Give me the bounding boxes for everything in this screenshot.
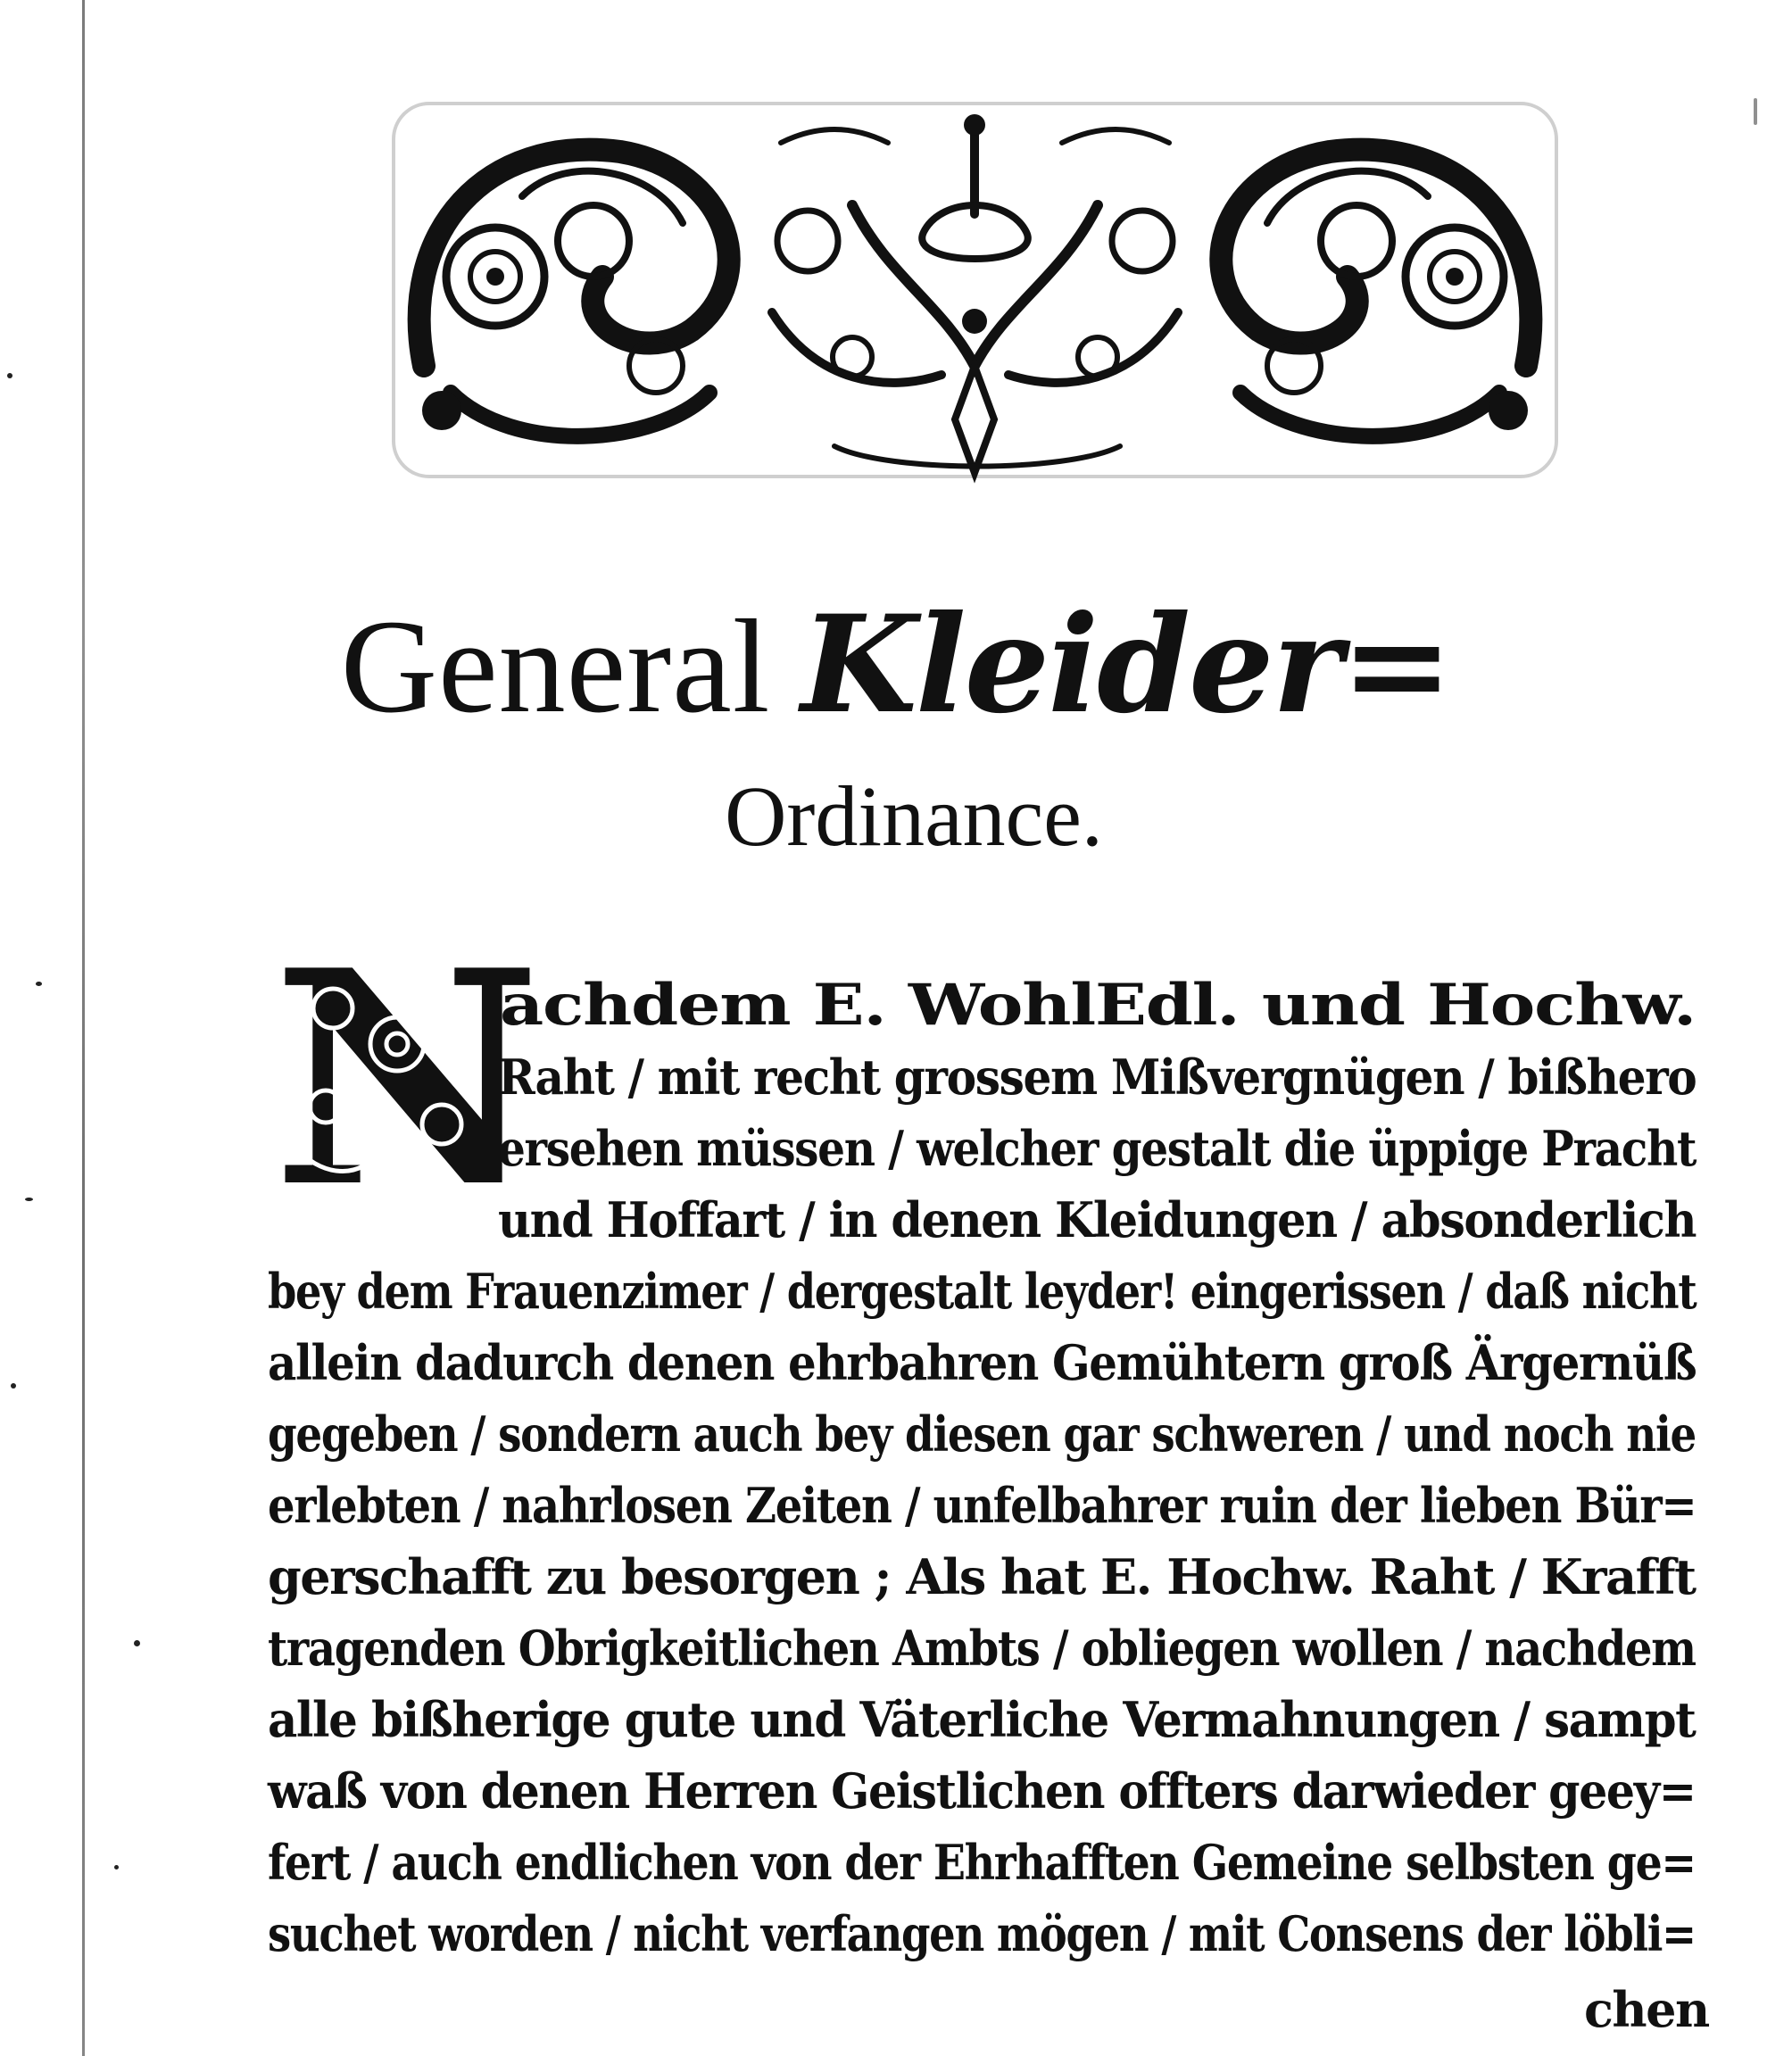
catchword: chen bbox=[1584, 1981, 1709, 2038]
baroque-headpiece-ornament-icon bbox=[388, 98, 1562, 482]
body-line-14: suchet worden / nicht verfangen mögen / mit Consens der löbli= bbox=[268, 1905, 1696, 1962]
decorated-initial-n-icon bbox=[263, 906, 542, 1252]
title-roman-word: General bbox=[340, 593, 771, 741]
svg-text:N: N bbox=[272, 906, 542, 1252]
body-line-10: tragenden Obrigkeitlichen Ambts / obliegen wollen / nachdem bbox=[268, 1620, 1696, 1677]
body-line-7: gegeben / sondern auch bey diesen gar schweren / und noch nie bbox=[268, 1405, 1696, 1463]
body-line-6: allein dadurch denen ehrbahren Gemühtern groß Ärgernüß bbox=[268, 1334, 1697, 1391]
body-line-2: Raht / mit recht grossem Mißvergnügen / bißhero bbox=[498, 1049, 1697, 1106]
scan-speck bbox=[7, 373, 12, 378]
scan-speck bbox=[1754, 98, 1757, 125]
body-line-9: gerschafft zu besorgen ; Als hat E. Hochw. Raht / Krafft bbox=[268, 1548, 1696, 1605]
scan-speck bbox=[36, 982, 42, 986]
body-line-5: bey dem Frauenzimer / dergestalt leyder! eingerissen / daß nicht bbox=[268, 1263, 1697, 1320]
body-line-3: ersehen müssen / welcher gestalt die üppige Pracht bbox=[498, 1120, 1697, 1177]
body-line-12: waß von denen Herren Geistlichen offters darwieder geey= bbox=[268, 1762, 1696, 1820]
title-blackletter-word: Kleider= bbox=[801, 586, 1452, 743]
document-title bbox=[0, 586, 1792, 743]
scan-speck bbox=[11, 1383, 16, 1389]
binding-edge-line bbox=[82, 0, 85, 2056]
body-line-4: und Hoffart / in denen Kleidungen / absonderlich bbox=[498, 1191, 1697, 1248]
scan-speck bbox=[134, 1640, 140, 1646]
body-line-1: achdem E. WohlEdl. und Hochw. bbox=[500, 972, 1697, 1039]
scan-speck bbox=[114, 1865, 119, 1869]
body-line-11: alle bißherige gute und Väterliche Vermahnungen / sampt bbox=[268, 1691, 1696, 1748]
scan-speck bbox=[25, 1198, 33, 1201]
document-subtitle: Ordinance. bbox=[725, 768, 1103, 864]
body-line-13: fert / auch endlichen von der Ehrhafften Gemeine selbsten ge= bbox=[268, 1834, 1696, 1891]
body-line-8: erlebten / nahrlosen Zeiten / unfelbahrer ruin der lieben Bür= bbox=[268, 1477, 1697, 1534]
